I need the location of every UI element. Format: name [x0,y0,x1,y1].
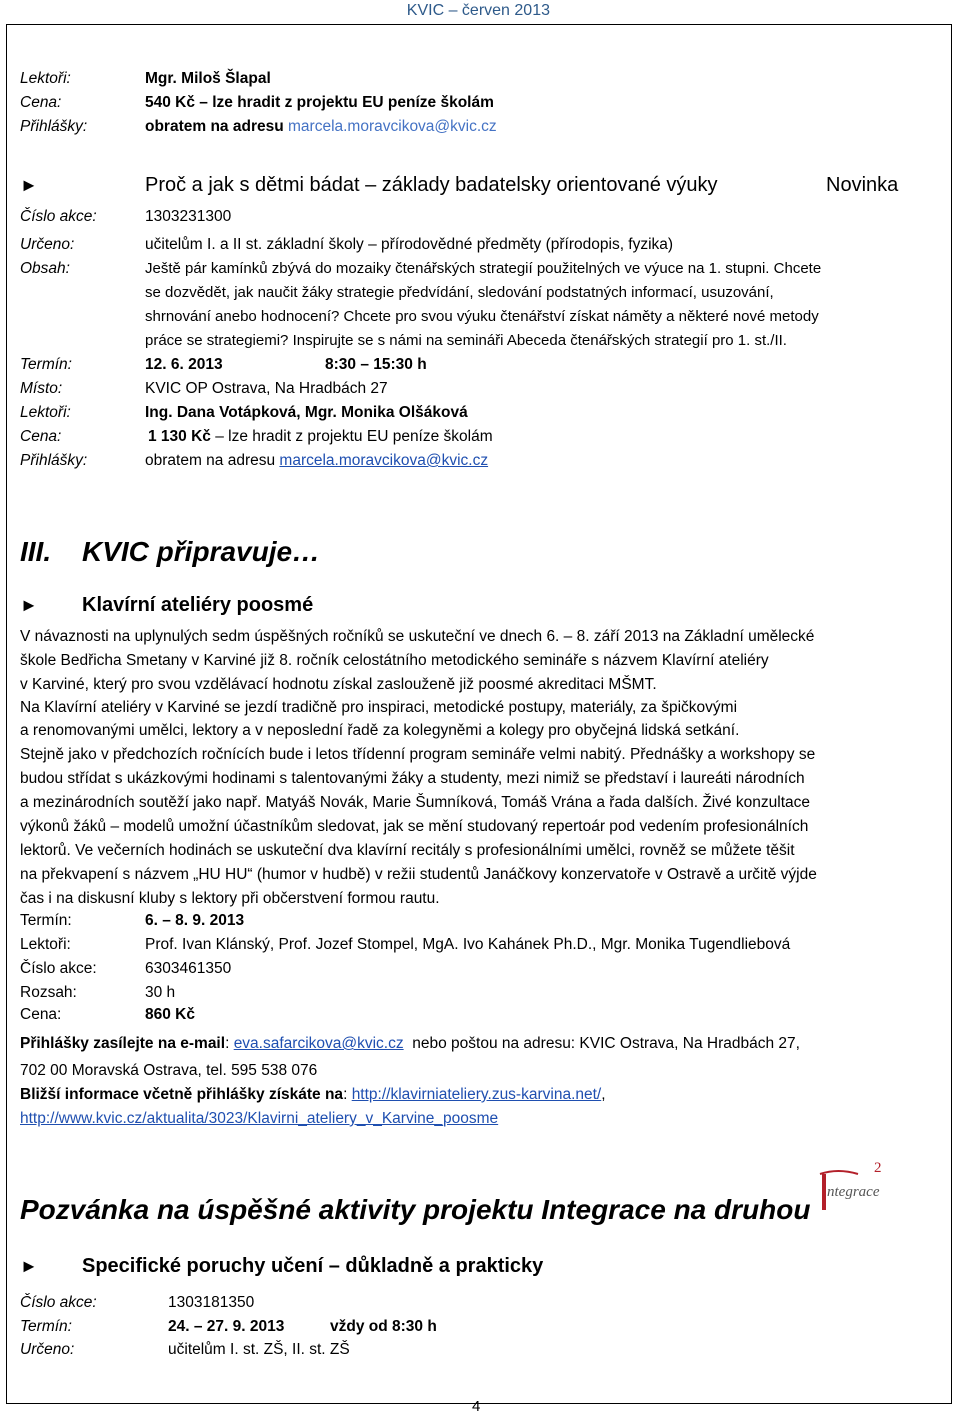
para-line: výkonů žáků – modelů umožní účastníkům sledovat, jak se mění studovaný repertoár pod vedením profesionálních [20,818,809,835]
para-line: na překvapení s názvem „HU HU“ (humor v hudbě) v režii studentů Janáčkovy konzervatoře v Ostravě a určitě výjde [20,866,817,883]
para-line: V návaznosti na uplynulých sedm úspěšných ročníků se uskuteční ve dnech 6. – 8. září 2013 na Základní umělecké [20,628,815,645]
para-line: čas i na diskusní kluby s lektory při občerstvení formou rautu. [20,890,440,907]
apply-bold: Přihlášky zasílejte na e-mail [20,1035,226,1052]
scope-label: Rozsah: [20,984,77,1001]
apply-line [145,118,497,136]
price-value: 540 Kč [145,94,195,111]
term-time: 8:30 – 15:30 h [325,356,427,373]
price-note: – lze hradit z projektu EU peníze školám [194,94,494,111]
id-value: 1303231300 [145,208,232,225]
para-line: Stejně jako v předchozích ročnících bude i letos třídenní program semináře velmi nabitý. Přednášky a workshopy se [20,746,816,763]
apply-email-link[interactable]: marcela.moravcikova@kvic.cz [288,118,497,135]
new-badge: Novinka [826,174,899,196]
arrow-icon: ► [20,595,38,615]
apply-bold: obratem [145,118,207,135]
term-label: Termín: [20,912,72,929]
place-label: Místo: [20,380,63,397]
for-label: Určeno: [20,236,75,253]
info-link-1[interactable]: http://klavirniateliery.zus-karvina.net/ [351,1086,602,1103]
apply-text: obratem na adresu [145,452,280,469]
lecturers-value: Ing. Dana Votápková, Mgr. Monika Olšáková [145,404,468,421]
content-line: Ještě pár kamínků zbývá do mozaiky čtenářských strategií použitelných ve výuce na 1. stupni. Chcete [145,260,822,277]
term-label: Termín: [20,1318,72,1335]
price-label: Cena: [20,1006,62,1023]
content-line: shrnování anebo hodnocení? Chcete pro svou výuku čtenářství získat náměty a některé nové metody [145,308,819,325]
place-value: KVIC OP Ostrava, Na Hradbách 27 [145,380,388,397]
para-line: lektorů. Ve večerních hodinách se uskuteční dva klavírní recitály s profesionálními umělci, rovněž se můžete těšit [20,842,795,859]
scope-value: 30 h [145,984,176,1001]
apply-email-link[interactable]: marcela.moravcikova@kvic.cz [279,452,489,469]
apply-line [145,452,488,470]
para-line: a renomovanými umělci, lektory a v neposlední řadě za kolegyněmi a kolegy pro obyčejná lidská setkání. [20,722,740,739]
lecturers-value: Prof. Ivan Klánský, Prof. Jozef Stompel, MgA. Ivo Kahánek Ph.D., Mgr. Monika Tugendliebová [145,936,791,953]
info-link-2[interactable]: http://www.kvic.cz/aktualita/3023/Klavirni_ateliery_v_Karvine_poosme [20,1110,499,1127]
id-label: Číslo akce: [20,208,97,225]
lecturers-label: Lektoři: [20,404,71,421]
course-subtitle: Klavírní ateliéry poosmé [82,594,314,616]
course-title: Proč a jak s dětmi bádat – základy badatelsky orientované výuky [145,174,718,196]
price-label: Cena: [20,94,62,111]
para-line: škole Bedřicha Smetany v Karviné již 8. ročník celostátního metodického semináře s názvem Klavírní ateliéry [20,652,769,669]
term-label: Termín: [20,356,72,373]
apply-text: na adresu [206,118,288,135]
para-line: budou střídat s ukázkovými hodinami s talentovanými žáky a studenty, mezi nimiž se představí i laureáti národních [20,770,805,787]
logo-sup: 2 [874,1160,882,1176]
price-label: Cena: [20,428,62,445]
course-subtitle: Specifické poruchy učení – důkladně a prakticky [82,1255,544,1277]
apply-label: Přihlášky: [20,452,88,469]
content-line: se dozvědět, jak naučit žáky strategie předvídání, sledování podstatných informací, usuzování, [145,284,774,301]
arrow-icon: ► [20,175,38,195]
term-date: 12. 6. 2013 [145,356,223,373]
apply-line [20,1035,800,1053]
id-label: Číslo akce: [20,960,97,977]
id-label: Číslo akce: [20,1294,97,1311]
lecturers-value: Mgr. Miloš Šlapal [145,70,271,87]
for-label: Určeno: [20,1341,75,1358]
section-title: Pozvánka na úspěšné aktivity projektu Integrace na druhou [20,1194,811,1225]
integrace-logo [818,1160,884,1220]
apply-label: Přihlášky: [20,118,88,135]
para-line: Na Klavírní ateliéry v Karviné se jezdí tradičně pro inspiraci, metodické postupy, materiály, za špičkovými [20,699,738,716]
info-comma: , [601,1086,606,1103]
price-value: 860 Kč [145,1006,195,1023]
id-value: 1303181350 [168,1294,255,1311]
apply-rest: nebo poštou na adresu: KVIC Ostrava, Na Hradbách 27, [403,1035,800,1052]
para-line: a mezinárodních soutěží jako např. Matyáš Novák, Marie Šumníková, Tomáš Vrána a řada dalších. Živé konzultace [20,794,811,811]
info-line-2 [20,1110,498,1128]
content-label: Obsah: [20,260,70,277]
page-number: 4 [472,1398,481,1415]
price-line [145,94,494,112]
lecturers-label: Lektoři: [20,936,71,953]
for-value: učitelům I. st. ZŠ, II. st. ZŠ [168,1341,350,1358]
info-bold: Bližší informace včetně přihlášky získáte na [20,1086,344,1103]
id-value: 6303461350 [145,960,232,977]
section-number: III. [20,536,52,567]
term-date: 24. – 27. 9. 2013 [168,1318,285,1335]
price-line [148,428,493,446]
info-line [20,1086,606,1104]
lecturers-label: Lektoři: [20,70,71,87]
para-line: v Karviné, který pro svou vzdělávací hodnotu získal zaslouženě již poosmé akreditaci MŠMT. [20,676,657,693]
term-value: 6. – 8. 9. 2013 [145,912,245,929]
content-line: práce se strategiemi? Inspirujte se s námi na semináři Abeceda čtenářských strategií pro 1. st./II. [145,332,787,349]
header-title: KVIC – červen 2013 [406,2,550,19]
term-time: vždy od 8:30 h [330,1318,437,1335]
price-note: – lze hradit z projektu EU peníze školám [210,428,493,445]
info-colon: : [343,1086,352,1103]
price-value: 1 130 Kč [148,428,211,445]
logo-text: ntegrace [827,1184,880,1200]
apply-email-link[interactable]: eva.safarcikova@kvic.cz [233,1035,404,1052]
address-line: 702 00 Moravská Ostrava, tel. 595 538 076 [20,1062,318,1079]
section-title: KVIC připravuje… [82,536,321,567]
apply-colon: : [225,1035,234,1052]
arrow-icon: ► [20,1256,38,1276]
for-value: učitelům I. a II st. základní školy – přírodovědné předměty (přírodopis, fyzika) [145,236,674,253]
